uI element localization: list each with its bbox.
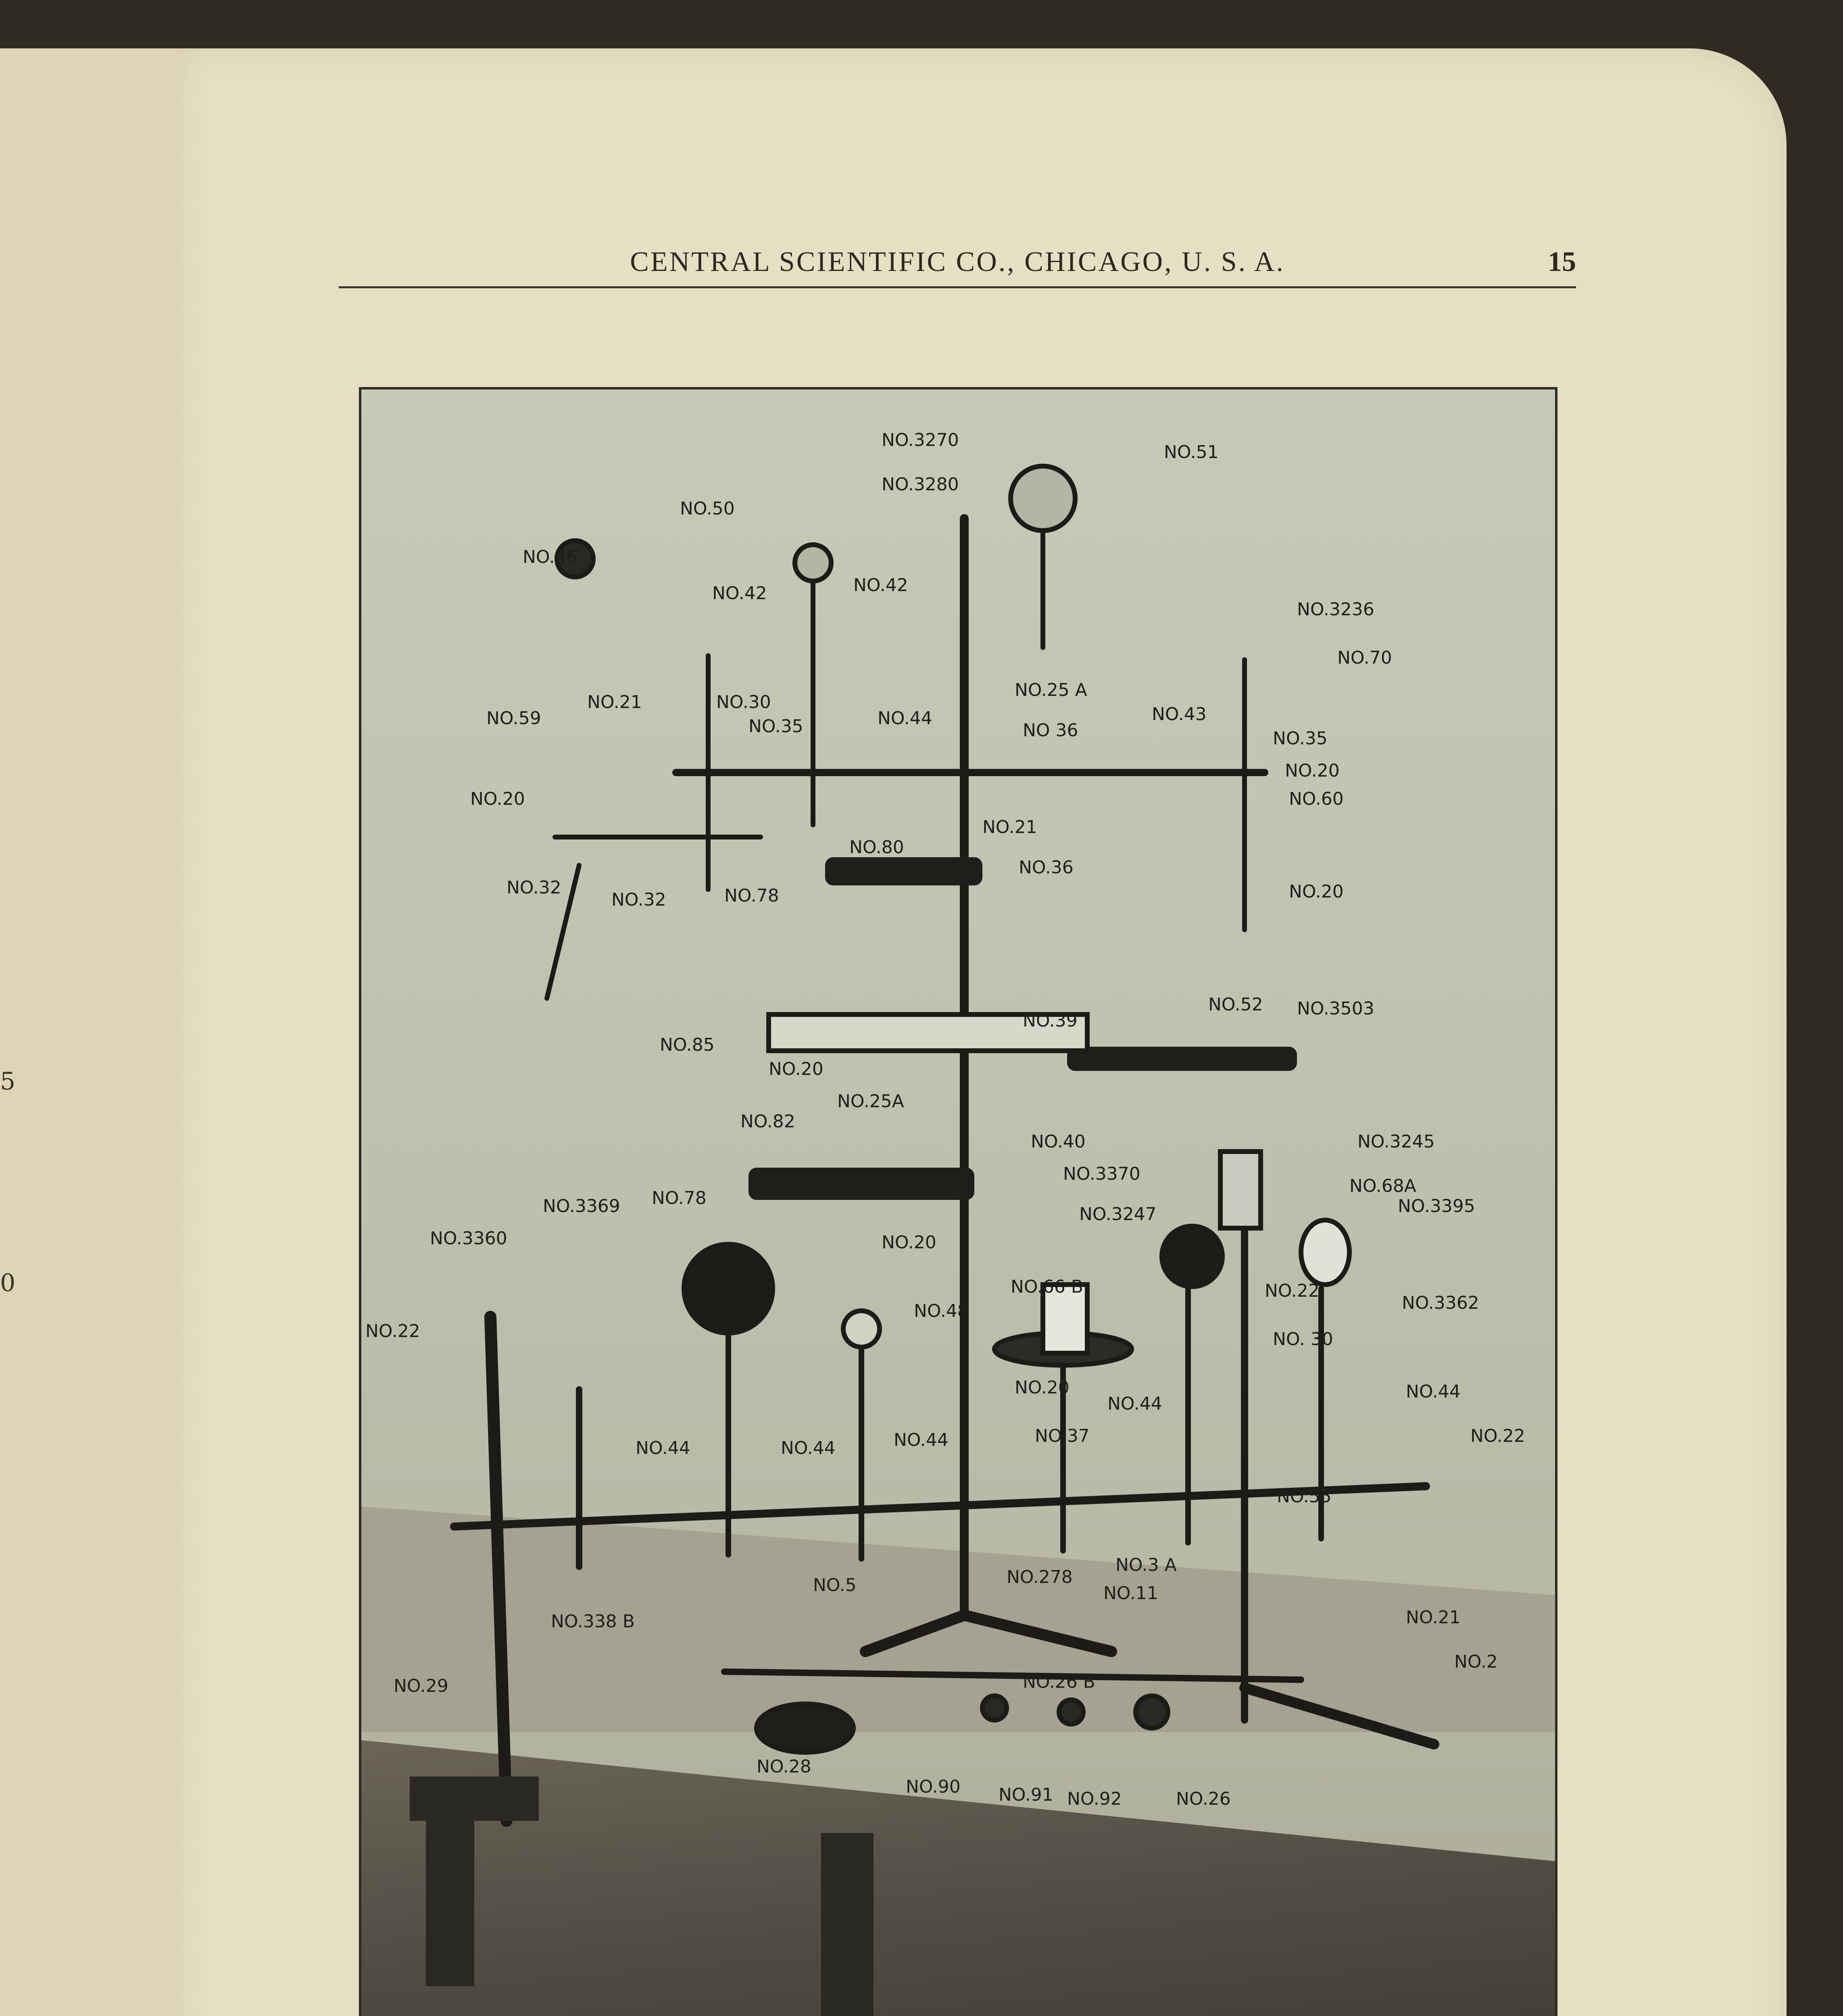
part-label: NO.3247 (1079, 1204, 1157, 1225)
part-label: NO.3395 (1398, 1196, 1475, 1216)
part-label: NO.60 (1289, 789, 1344, 809)
part-label: NO.80 (849, 837, 904, 858)
part-label: NO.3360 (430, 1228, 507, 1249)
part-label: NO.32 (507, 877, 561, 898)
part-label: NO.21 (982, 817, 1037, 837)
part-label: NO.21 (1406, 1607, 1461, 1628)
part-label: NO.3503 (1297, 998, 1374, 1019)
part-label: NO.44 (1107, 1393, 1162, 1414)
edge-mark: 5 (0, 1067, 16, 1095)
part-label: NO.20 (1289, 881, 1344, 902)
part-label: NO.92 (1067, 1789, 1122, 1809)
part-label: NO.3245 (1357, 1131, 1435, 1152)
part-label: NO.3370 (1063, 1164, 1140, 1184)
part-label: NO.39 (1023, 1010, 1078, 1031)
part-label: NO.20 (470, 789, 525, 809)
part-label: NO.91 (999, 1785, 1053, 1805)
part-label: NO.50 (680, 498, 735, 519)
part-label: NO.3236 (1297, 599, 1374, 620)
part-label: NO.3369 (543, 1196, 620, 1216)
part-label: NO.5 (813, 1575, 857, 1595)
part-label: NO.278 (1007, 1567, 1073, 1587)
part-label: NO.3 A (1115, 1555, 1177, 1575)
part-label: NO.43 (1152, 704, 1207, 725)
part-label: NO.29 (394, 1676, 448, 1696)
part-label: NO.26 (1176, 1789, 1231, 1809)
catalog-page (177, 48, 1787, 2016)
part-label: NO.44 (781, 1438, 836, 1458)
part-label: NO.78 (724, 885, 779, 906)
part-label: NO.55 (1277, 1486, 1332, 1507)
part-label: NO.26 B (757, 1720, 829, 1741)
part-label: NO.11 (1103, 1583, 1158, 1604)
page-header (339, 246, 1576, 288)
part-label: NO.22 (365, 1321, 420, 1341)
part-label: NO.20 (1285, 760, 1340, 781)
part-label: NO.3280 (882, 474, 959, 495)
page-number: 15 (1548, 246, 1576, 277)
part-label: NO.70 (1337, 648, 1392, 668)
part-label: NO 36 (1023, 720, 1078, 741)
part-label: NO.44 (636, 1438, 690, 1458)
part-label: NO.30 (716, 692, 771, 712)
part-label: NO.82 (740, 1111, 795, 1132)
part-label: NO.3362 (1402, 1293, 1479, 1313)
part-label: NO.20 (769, 1059, 824, 1079)
part-label: NO.37 (1035, 1426, 1090, 1446)
part-label: NO.35 (1273, 728, 1328, 749)
header-title: CENTRAL SCIENTIFIC CO., CHICAGO, U. S. A. (630, 246, 1285, 277)
left-page-edge (0, 48, 179, 2016)
part-label: NO.32 (611, 889, 666, 910)
part-label: NO.40 (1031, 1131, 1086, 1152)
part-label: NO.90 (906, 1776, 961, 1797)
part-label: NO.42 (853, 575, 908, 596)
part-label: NO.44 (878, 708, 932, 729)
part-label: NO.22 (1265, 1281, 1320, 1301)
part-label: NO.42 (712, 583, 767, 604)
part-label: NO.35 (748, 716, 803, 737)
part-label: NO.59 (486, 708, 541, 729)
part-label: NO.2 (1454, 1652, 1498, 1672)
part-label: NO.25 A (1015, 680, 1087, 700)
part-label: NO.22 (1470, 1426, 1525, 1446)
edge-mark: 0 (0, 1269, 16, 1297)
part-label: NO.28 (757, 1756, 811, 1777)
part-label: NO.85 (660, 1035, 715, 1055)
part-label: NO.78 (652, 1188, 707, 1208)
part-label: NO.3270 (882, 430, 959, 450)
part-label: NO.25A (837, 1091, 904, 1112)
part-label: NO.21 (587, 692, 642, 712)
part-label: NO.44 (894, 1430, 949, 1450)
part-label: NO.20 (1015, 1377, 1070, 1398)
part-label: NO.46 (523, 547, 578, 567)
part-label: NO.20 (882, 1232, 936, 1253)
part-labels (365, 430, 1525, 1809)
part-label: NO.68A (1349, 1176, 1416, 1196)
part-label: NO.51 (1164, 442, 1219, 462)
part-label: NO.52 (1208, 994, 1263, 1015)
apparatus-drawing (361, 389, 1555, 2016)
apparatus-illustration (359, 387, 1557, 2016)
part-label: NO.26 B (1023, 1672, 1095, 1692)
part-label: NO.36 (1019, 857, 1074, 878)
part-label: NO.48 (914, 1301, 969, 1321)
part-label: NO.66 B (1011, 1277, 1083, 1297)
part-label: NO.338 B (551, 1611, 635, 1632)
part-label: NO.44 (1406, 1381, 1461, 1402)
part-label: NO. 30 (1273, 1329, 1333, 1350)
